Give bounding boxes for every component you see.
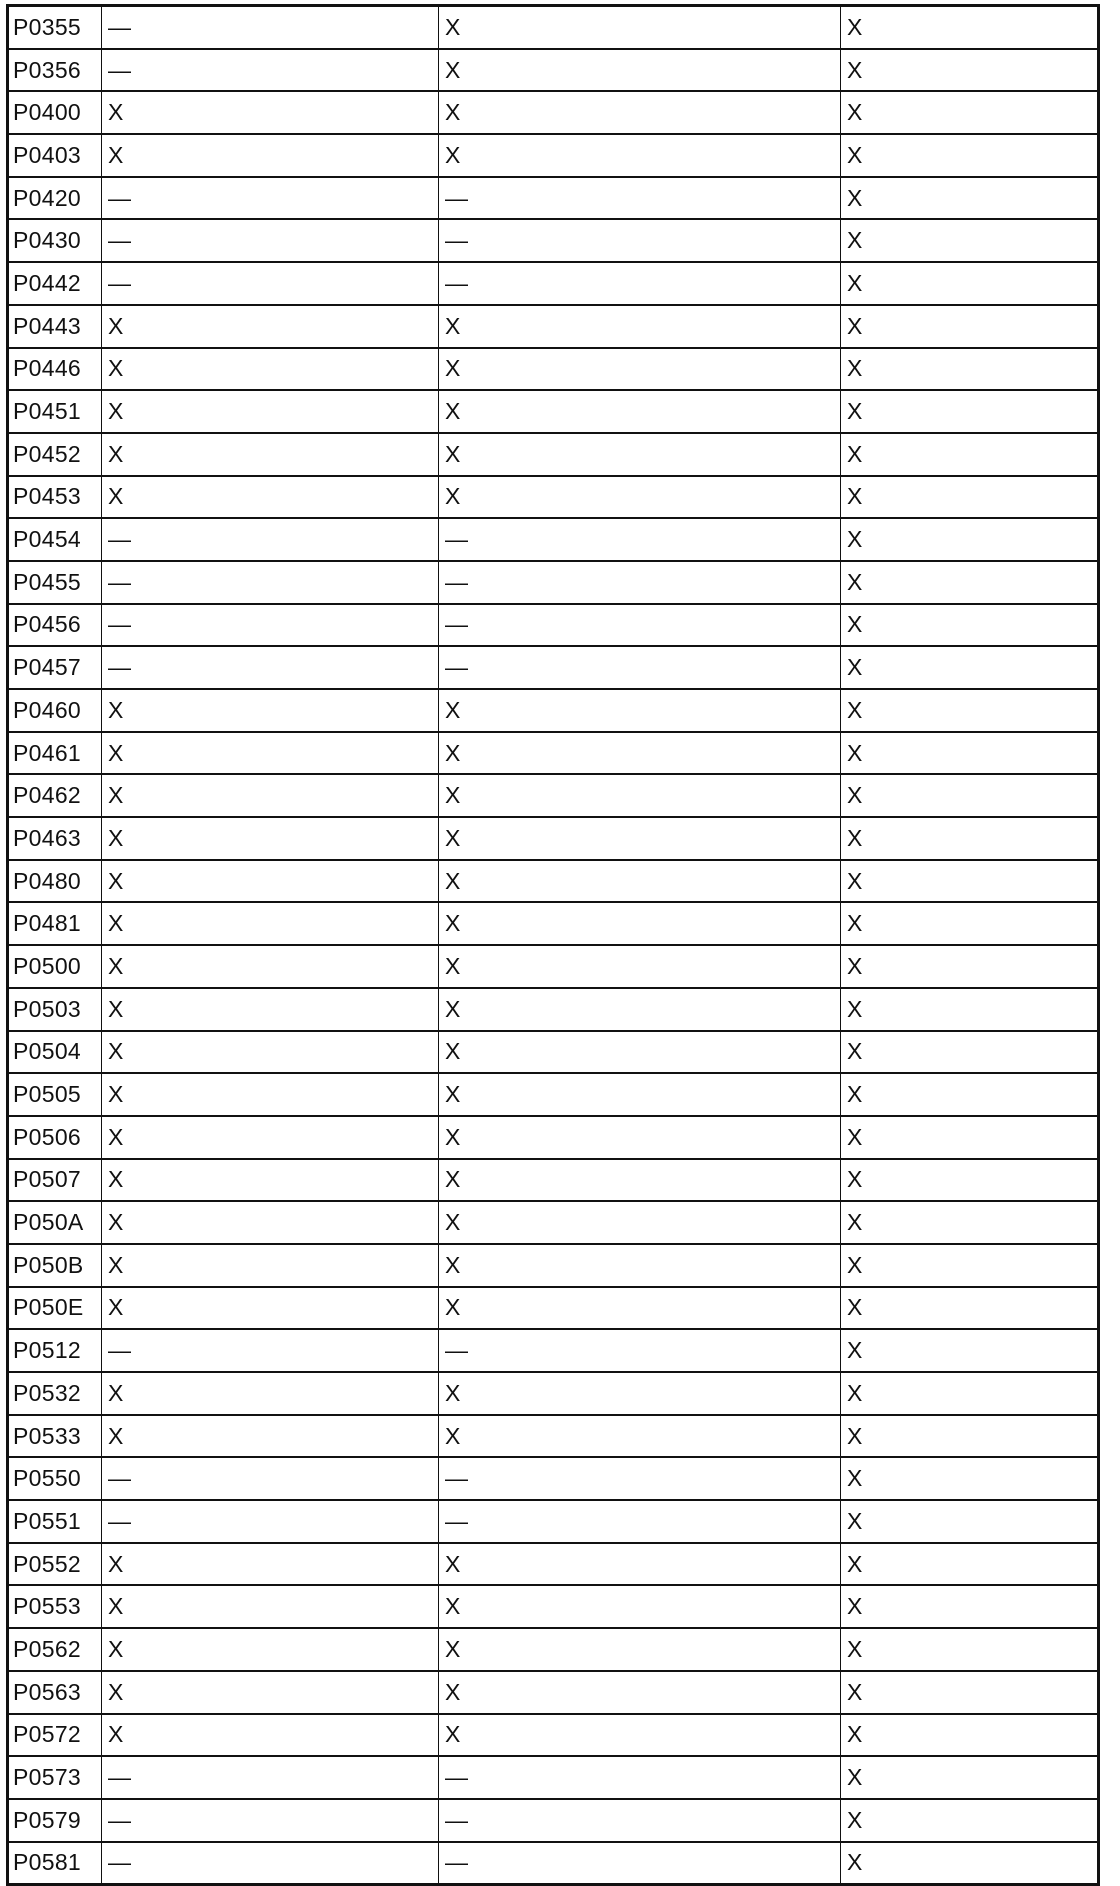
column-c-cell: X xyxy=(841,1628,1099,1671)
column-b-cell: — xyxy=(439,518,841,561)
column-b-cell: X xyxy=(439,476,841,519)
table-row xyxy=(8,732,1099,775)
table-row xyxy=(8,1372,1099,1415)
dtc-code-cell: P0480 xyxy=(8,860,102,903)
column-a-cell: — xyxy=(102,262,439,305)
table-row xyxy=(8,1415,1099,1458)
dtc-code-cell: P0461 xyxy=(8,732,102,775)
column-c-cell: X xyxy=(841,1799,1099,1842)
column-b-cell: X xyxy=(439,1671,841,1714)
column-b-cell: X xyxy=(439,305,841,348)
column-b-cell: — xyxy=(439,1500,841,1543)
column-a-cell: X xyxy=(102,1201,439,1244)
column-c-cell: X xyxy=(841,902,1099,945)
column-c-cell: X xyxy=(841,561,1099,604)
column-a-cell: X xyxy=(102,390,439,433)
table-row xyxy=(8,134,1099,177)
column-b-cell: X xyxy=(439,1244,841,1287)
table-row xyxy=(8,1329,1099,1372)
dtc-code-cell: P0553 xyxy=(8,1585,102,1628)
column-c-cell: X xyxy=(841,262,1099,305)
column-a-cell: X xyxy=(102,988,439,1031)
table-row xyxy=(8,860,1099,903)
column-c-cell: X xyxy=(841,1329,1099,1372)
table-row xyxy=(8,1201,1099,1244)
dtc-code-cell: P0400 xyxy=(8,91,102,134)
column-a-cell: — xyxy=(102,518,439,561)
dtc-code-cell: P0451 xyxy=(8,390,102,433)
column-b-cell: — xyxy=(439,1842,841,1885)
column-a-cell: X xyxy=(102,1244,439,1287)
table-row xyxy=(8,1799,1099,1842)
table-row xyxy=(8,390,1099,433)
table-row xyxy=(8,305,1099,348)
column-b-cell: X xyxy=(439,860,841,903)
column-c-cell: X xyxy=(841,219,1099,262)
table-row xyxy=(8,689,1099,732)
dtc-code-cell: P0573 xyxy=(8,1756,102,1799)
column-c-cell: X xyxy=(841,1031,1099,1074)
column-a-cell: X xyxy=(102,433,439,476)
dtc-code-cell: P0552 xyxy=(8,1543,102,1586)
column-a-cell: — xyxy=(102,6,439,49)
table-row xyxy=(8,774,1099,817)
column-b-cell: — xyxy=(439,219,841,262)
column-b-cell: X xyxy=(439,1372,841,1415)
table-row xyxy=(8,1031,1099,1074)
column-a-cell: X xyxy=(102,1714,439,1757)
column-a-cell: X xyxy=(102,1543,439,1586)
dtc-code-cell: P0532 xyxy=(8,1372,102,1415)
column-a-cell: X xyxy=(102,689,439,732)
table-row xyxy=(8,1714,1099,1757)
column-a-cell: X xyxy=(102,476,439,519)
dtc-code-cell: P0430 xyxy=(8,219,102,262)
dtc-code-cell: P0455 xyxy=(8,561,102,604)
column-c-cell: X xyxy=(841,390,1099,433)
table-row xyxy=(8,91,1099,134)
table-row xyxy=(8,518,1099,561)
table-row xyxy=(8,177,1099,220)
column-b-cell: X xyxy=(439,689,841,732)
table-row xyxy=(8,561,1099,604)
column-b-cell: X xyxy=(439,1628,841,1671)
column-b-cell: X xyxy=(439,91,841,134)
table-row xyxy=(8,219,1099,262)
dtc-code-cell: P0563 xyxy=(8,1671,102,1714)
column-b-cell: — xyxy=(439,1756,841,1799)
table-row xyxy=(8,1756,1099,1799)
dtc-code-cell: P050A xyxy=(8,1201,102,1244)
column-c-cell: X xyxy=(841,1244,1099,1287)
dtc-code-cell: P0463 xyxy=(8,817,102,860)
column-c-cell: X xyxy=(841,945,1099,988)
column-a-cell: X xyxy=(102,1585,439,1628)
column-a-cell: X xyxy=(102,134,439,177)
dtc-code-cell: P0452 xyxy=(8,433,102,476)
dtc-code-cell: P050E xyxy=(8,1287,102,1330)
dtc-code-cell: P0533 xyxy=(8,1415,102,1458)
column-c-cell: X xyxy=(841,604,1099,647)
dtc-code-cell: P0356 xyxy=(8,49,102,92)
column-c-cell: X xyxy=(841,646,1099,689)
column-a-cell: — xyxy=(102,1457,439,1500)
dtc-code-cell: P0503 xyxy=(8,988,102,1031)
column-c-cell: X xyxy=(841,305,1099,348)
column-c-cell: X xyxy=(841,1585,1099,1628)
column-b-cell: X xyxy=(439,348,841,391)
table-row xyxy=(8,1500,1099,1543)
table-row xyxy=(8,604,1099,647)
column-a-cell: X xyxy=(102,91,439,134)
column-c-cell: X xyxy=(841,1671,1099,1714)
column-a-cell: X xyxy=(102,1031,439,1074)
table-row xyxy=(8,262,1099,305)
table-row xyxy=(8,1457,1099,1500)
column-c-cell: X xyxy=(841,91,1099,134)
column-c-cell: X xyxy=(841,732,1099,775)
column-c-cell: X xyxy=(841,1500,1099,1543)
column-a-cell: X xyxy=(102,1372,439,1415)
column-b-cell: X xyxy=(439,945,841,988)
column-b-cell: X xyxy=(439,817,841,860)
column-c-cell: X xyxy=(841,433,1099,476)
column-b-cell: X xyxy=(439,1073,841,1116)
column-b-cell: X xyxy=(439,1116,841,1159)
column-c-cell: X xyxy=(841,1842,1099,1885)
dtc-code-cell: P0551 xyxy=(8,1500,102,1543)
dtc-code-cell: P0581 xyxy=(8,1842,102,1885)
table-row xyxy=(8,902,1099,945)
table-row xyxy=(8,49,1099,92)
table-row xyxy=(8,433,1099,476)
column-b-cell: X xyxy=(439,1159,841,1202)
column-c-cell: X xyxy=(841,1372,1099,1415)
column-a-cell: — xyxy=(102,49,439,92)
column-a-cell: X xyxy=(102,305,439,348)
column-b-cell: — xyxy=(439,1799,841,1842)
column-a-cell: — xyxy=(102,1500,439,1543)
column-b-cell: — xyxy=(439,1457,841,1500)
column-c-cell: X xyxy=(841,134,1099,177)
column-b-cell: X xyxy=(439,988,841,1031)
column-a-cell: X xyxy=(102,1415,439,1458)
table-row xyxy=(8,476,1099,519)
column-c-cell: X xyxy=(841,1756,1099,1799)
column-b-cell: X xyxy=(439,1415,841,1458)
column-c-cell: X xyxy=(841,6,1099,49)
column-c-cell: X xyxy=(841,1457,1099,1500)
table-row xyxy=(8,1073,1099,1116)
table-row xyxy=(8,1585,1099,1628)
column-b-cell: X xyxy=(439,433,841,476)
dtc-code-cell: P0507 xyxy=(8,1159,102,1202)
table-row xyxy=(8,6,1099,49)
column-c-cell: X xyxy=(841,689,1099,732)
column-c-cell: X xyxy=(841,1201,1099,1244)
dtc-code-cell: P0460 xyxy=(8,689,102,732)
column-a-cell: X xyxy=(102,1159,439,1202)
column-c-cell: X xyxy=(841,988,1099,1031)
column-c-cell: X xyxy=(841,518,1099,561)
column-a-cell: — xyxy=(102,1756,439,1799)
column-a-cell: — xyxy=(102,561,439,604)
table-row xyxy=(8,988,1099,1031)
dtc-code-cell: P0562 xyxy=(8,1628,102,1671)
dtc-code-cell: P0457 xyxy=(8,646,102,689)
column-c-cell: X xyxy=(841,774,1099,817)
column-c-cell: X xyxy=(841,476,1099,519)
column-c-cell: X xyxy=(841,1159,1099,1202)
column-a-cell: X xyxy=(102,817,439,860)
column-a-cell: X xyxy=(102,902,439,945)
column-b-cell: X xyxy=(439,134,841,177)
column-a-cell: X xyxy=(102,774,439,817)
column-a-cell: X xyxy=(102,1116,439,1159)
column-c-cell: X xyxy=(841,817,1099,860)
column-b-cell: X xyxy=(439,1585,841,1628)
table-row xyxy=(8,1244,1099,1287)
column-a-cell: X xyxy=(102,348,439,391)
column-a-cell: X xyxy=(102,860,439,903)
column-b-cell: X xyxy=(439,1201,841,1244)
dtc-code-cell: P0481 xyxy=(8,902,102,945)
dtc-code-cell: P050B xyxy=(8,1244,102,1287)
column-c-cell: X xyxy=(841,49,1099,92)
column-b-cell: X xyxy=(439,390,841,433)
table-row xyxy=(8,945,1099,988)
column-a-cell: — xyxy=(102,604,439,647)
column-b-cell: X xyxy=(439,1714,841,1757)
dtc-code-cell: P0550 xyxy=(8,1457,102,1500)
dtc-code-cell: P0355 xyxy=(8,6,102,49)
column-c-cell: X xyxy=(841,177,1099,220)
table-row xyxy=(8,1543,1099,1586)
dtc-code-cell: P0442 xyxy=(8,262,102,305)
column-b-cell: X xyxy=(439,49,841,92)
column-b-cell: X xyxy=(439,1543,841,1586)
table-row xyxy=(8,1842,1099,1885)
table-row xyxy=(8,1159,1099,1202)
dtc-code-cell: P0572 xyxy=(8,1714,102,1757)
table-row xyxy=(8,1671,1099,1714)
dtc-table xyxy=(6,4,1100,1886)
column-c-cell: X xyxy=(841,1073,1099,1116)
dtc-code-cell: P0504 xyxy=(8,1031,102,1074)
table-row xyxy=(8,1628,1099,1671)
column-a-cell: X xyxy=(102,1671,439,1714)
dtc-code-cell: P0446 xyxy=(8,348,102,391)
column-c-cell: X xyxy=(841,860,1099,903)
column-a-cell: — xyxy=(102,177,439,220)
dtc-code-cell: P0456 xyxy=(8,604,102,647)
dtc-code-cell: P0505 xyxy=(8,1073,102,1116)
column-b-cell: X xyxy=(439,1031,841,1074)
column-a-cell: — xyxy=(102,1329,439,1372)
table-row xyxy=(8,817,1099,860)
column-a-cell: X xyxy=(102,1073,439,1116)
table-row xyxy=(8,1287,1099,1330)
dtc-code-cell: P0453 xyxy=(8,476,102,519)
column-b-cell: — xyxy=(439,1329,841,1372)
dtc-code-cell: P0443 xyxy=(8,305,102,348)
column-a-cell: X xyxy=(102,1287,439,1330)
column-b-cell: X xyxy=(439,732,841,775)
column-c-cell: X xyxy=(841,1415,1099,1458)
dtc-code-cell: P0512 xyxy=(8,1329,102,1372)
dtc-code-cell: P0500 xyxy=(8,945,102,988)
column-c-cell: X xyxy=(841,348,1099,391)
column-a-cell: — xyxy=(102,1799,439,1842)
column-a-cell: — xyxy=(102,219,439,262)
column-c-cell: X xyxy=(841,1543,1099,1586)
dtc-code-cell: P0454 xyxy=(8,518,102,561)
column-b-cell: — xyxy=(439,561,841,604)
column-b-cell: — xyxy=(439,177,841,220)
column-c-cell: X xyxy=(841,1714,1099,1757)
column-a-cell: — xyxy=(102,1842,439,1885)
column-b-cell: X xyxy=(439,1287,841,1330)
column-a-cell: X xyxy=(102,1628,439,1671)
column-c-cell: X xyxy=(841,1116,1099,1159)
table-row xyxy=(8,1116,1099,1159)
column-a-cell: X xyxy=(102,945,439,988)
column-b-cell: X xyxy=(439,774,841,817)
dtc-code-cell: P0506 xyxy=(8,1116,102,1159)
column-b-cell: X xyxy=(439,6,841,49)
dtc-code-cell: P0403 xyxy=(8,134,102,177)
column-b-cell: — xyxy=(439,262,841,305)
column-a-cell: X xyxy=(102,732,439,775)
dtc-code-cell: P0420 xyxy=(8,177,102,220)
column-b-cell: — xyxy=(439,646,841,689)
dtc-table-body xyxy=(8,6,1099,1885)
column-b-cell: — xyxy=(439,604,841,647)
table-row xyxy=(8,348,1099,391)
column-a-cell: — xyxy=(102,646,439,689)
column-b-cell: X xyxy=(439,902,841,945)
dtc-code-cell: P0462 xyxy=(8,774,102,817)
table-row xyxy=(8,646,1099,689)
dtc-code-cell: P0579 xyxy=(8,1799,102,1842)
column-c-cell: X xyxy=(841,1287,1099,1330)
